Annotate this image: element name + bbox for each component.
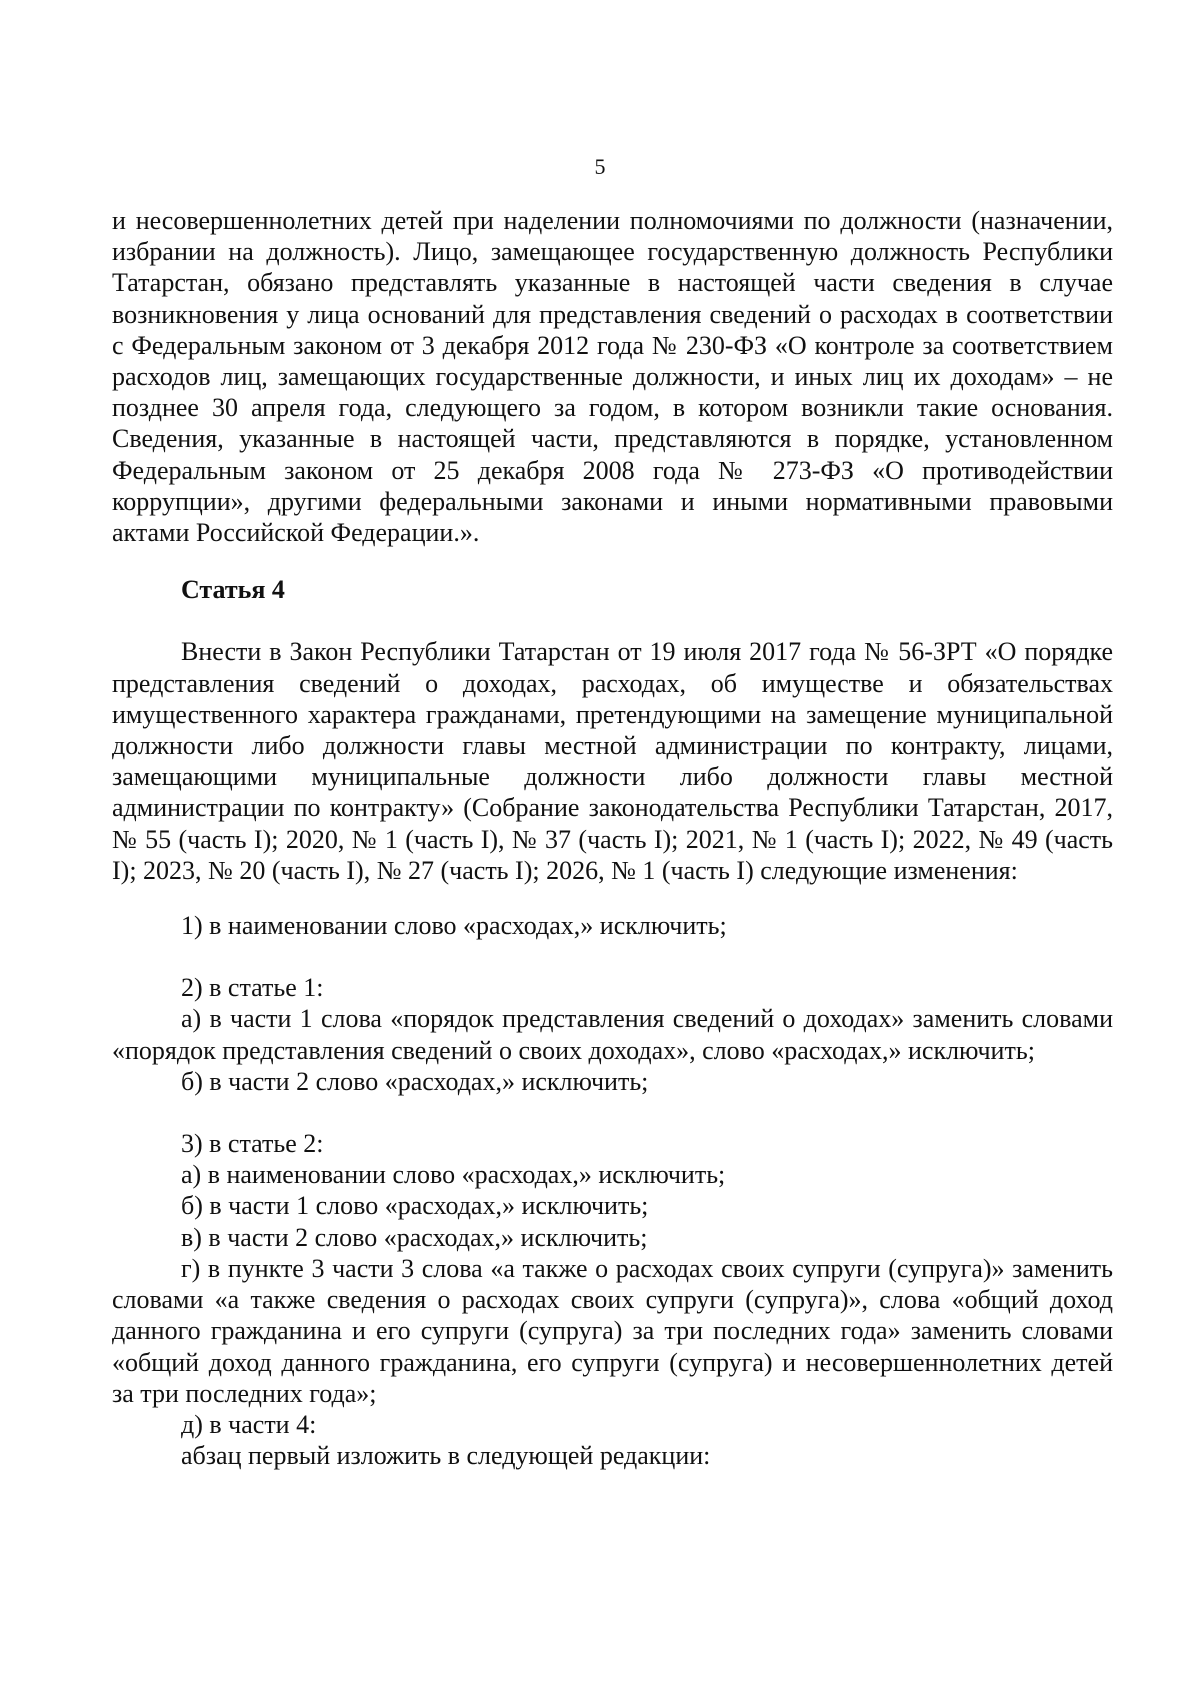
amendment-item-2b: б) в части 2 слово «расходах,» исключить; — [181, 1066, 649, 1096]
amendment-item-2a: а) в части 1 слова «порядок представления сведений о доходах» заменить словами «порядок представления сведений о своих доходах», слово «расходах,» исключить; — [112, 1004, 1113, 1065]
spacer — [112, 1097, 1113, 1128]
amendment-item-3-title: 3) в статье 2: — [181, 1129, 324, 1159]
spacer — [112, 886, 1113, 910]
amendment-item-3v: в) в части 2 слово «расходах,» исключить; — [181, 1222, 648, 1252]
article-intro-paragraph: Внести в Закон Республики Татарстан от 19 июля 2017 года № 56-ЗРТ «О порядке представления сведений о доходах, расходах, об имуществе и обязательствах имущественного характера гражданами, претендующими на замещение муниципальной должности либо должности главы местной администрации по контракту, лицами, замещающими муниципальные должности либо должности главы местной администрации по контракту» (Собрание законодательства Республики Татарстан, 2017, № 55 (часть I); 2020, № 1 (часть I), № 37 (часть I); 2021, № 1 (часть I); 2022, № 49 (часть I); 2023, № 20 (часть I), № 27 (часть I); 2026, № 1 (часть I) следующие изменения: — [112, 637, 1113, 885]
spacer — [112, 941, 1113, 972]
amendment-item-3g: г) в пункте 3 части 3 слова «а также о расходах своих супруги (супруга)» заменить словами «а также сведения о расходах своих супруги (супруга)», слова «общий доход данного гражданина и его супруги (супруга) за три последних года» заменить словами «общий доход данного гражданина, его супруги (супруга) и несовершеннолетних детей за три последних года»; — [112, 1253, 1113, 1408]
amendment-item-1: 1) в наименовании слово «расходах,» исключить; — [181, 911, 727, 941]
spacer — [112, 605, 1113, 636]
spacer — [112, 548, 1113, 574]
amendment-item-3d-text: абзац первый изложить в следующей редакции: — [181, 1441, 711, 1471]
amendment-item-2-title: 2) в статье 1: — [181, 973, 324, 1003]
page-number: 5 — [594, 154, 606, 179]
article-heading: Статья 4 — [181, 575, 285, 605]
continuation-paragraph: и несовершеннолетних детей при наделении полномочиями по должности (назначении, избрании на должность). Лицо, замещающее государственную должность Республики Татарстан, обязано представлять указанные в настоящей части сведения в случае возникновения у лица оснований для представления сведений о расходах в соответствии с Федеральным законом от 3 декабря 2012 года № 230-ФЗ «О контроле за соответствием расходов лиц, замещающих государственные должности, и иных лиц их доходам» – не позднее 30 апреля года, следующего за годом, в котором возникли такие основания. Сведения, указанные в настоящей части, представляются в порядке, установленном Федеральным законом от 25 декабря 2008 года № 273-ФЗ «О противодействии коррупции», другими федеральными законами и иными нормативными правовыми актами Российской Федерации.». — [112, 206, 1113, 548]
amendment-item-3a: а) в наименовании слово «расходах,» исключить; — [181, 1160, 726, 1190]
amendment-item-3d: д) в части 4: — [181, 1409, 317, 1439]
amendment-item-3b: б) в части 1 слово «расходах,» исключить; — [181, 1191, 649, 1221]
document-body — [112, 205, 1113, 1471]
